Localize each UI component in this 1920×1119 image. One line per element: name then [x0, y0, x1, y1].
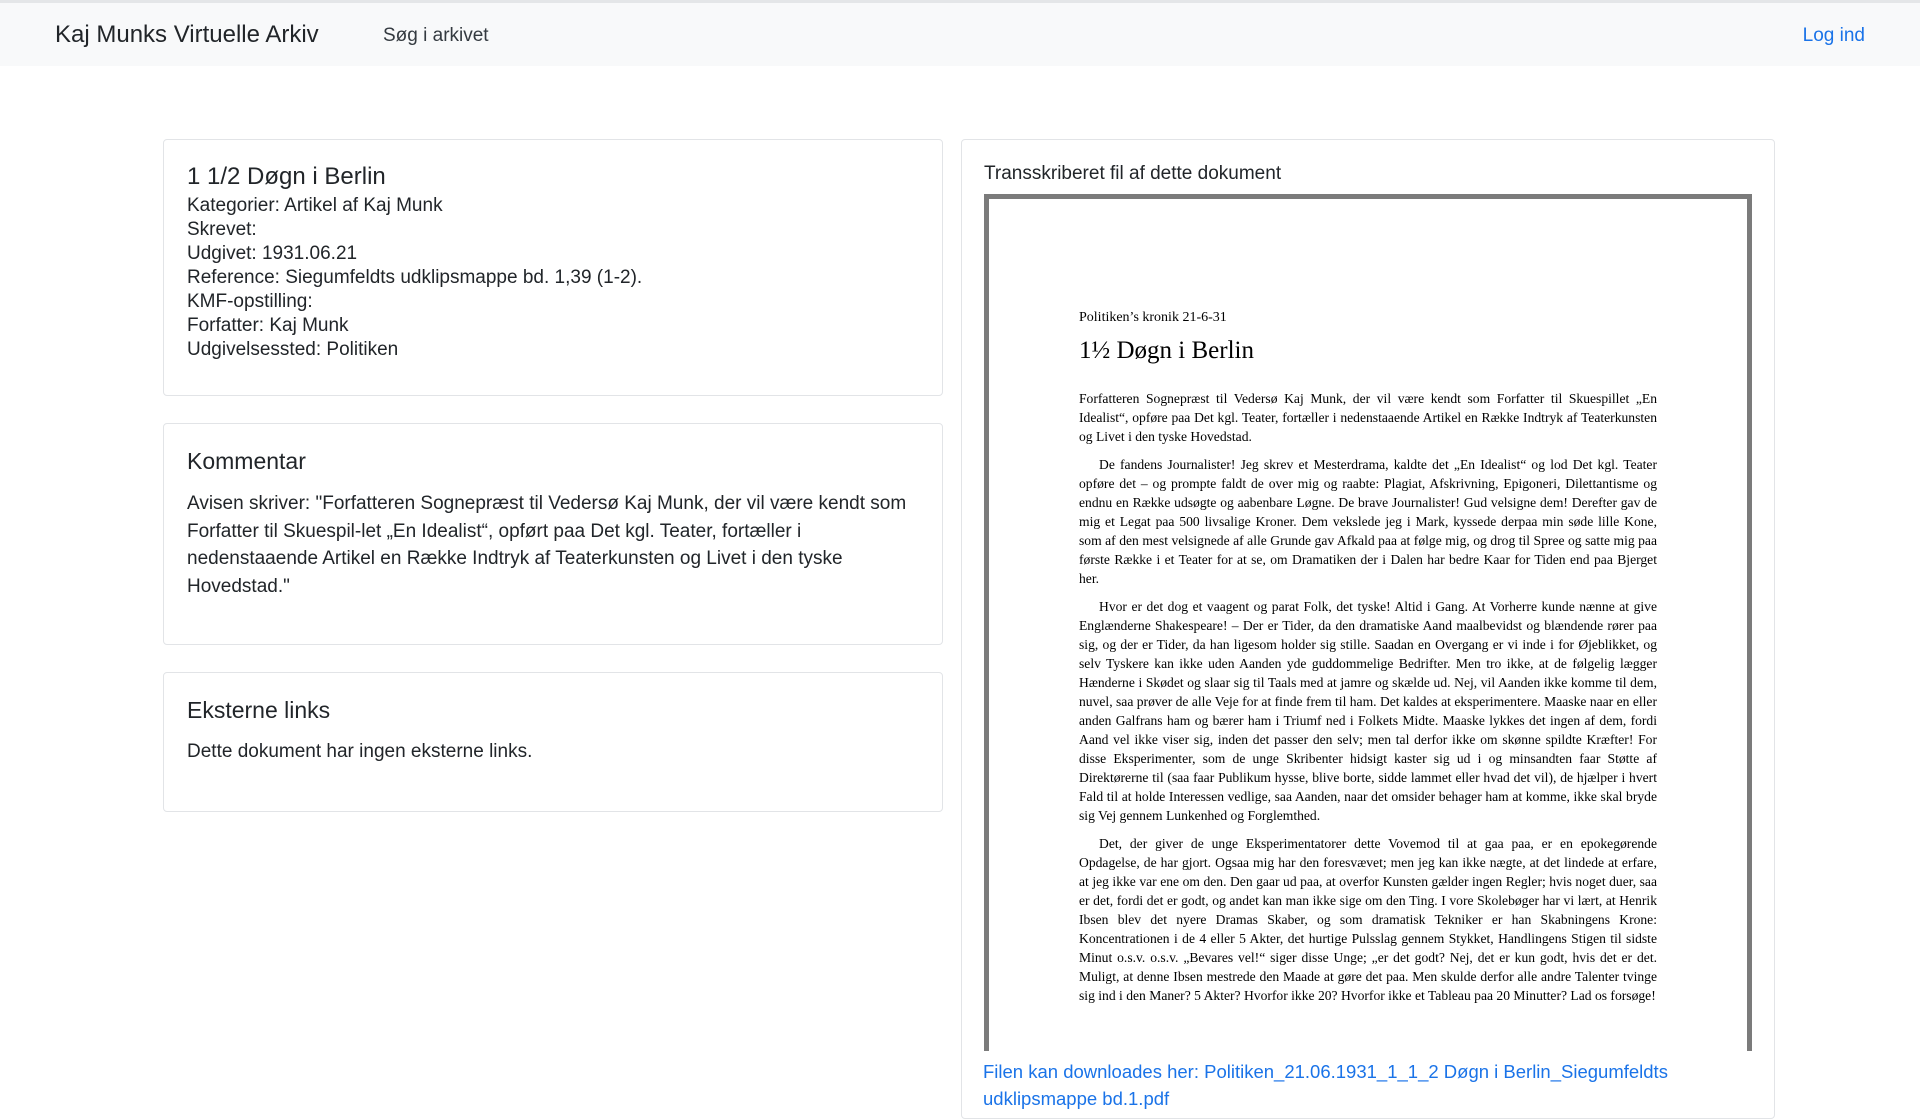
top-navbar	[0, 0, 1920, 66]
pdf-download-link[interactable]: Filen kan downloades her: Politiken_21.06.1931_1_1_2 Døgn i Berlin_Siegumfeldts udklipsmappe bd.1.pdf	[983, 1061, 1668, 1109]
pdf-title: 1½ Døgn i Berlin	[1079, 337, 1254, 364]
comment-text: Avisen skriver: "Forfatteren Sognepræst til Vedersø Kaj Munk, der vil være kendt som Forfatter til Skuespil-let „En Idealist“, opført paa Det kgl. Teater, fortæller i nedenstaaende Artikel en Række Indtryk af Teaterkunsten og Livet i den tyske Hovedstad."	[187, 493, 907, 597]
pdf-paragraph: Forfatteren Sognepræst til Vedersø Kaj Munk, der vil være kendt som Forfatter til Skuespillet „En Idealist“, opføre paa Det kgl. Teater, fortæller i nedenstaaende Artikel en Række Indtryk af Teaterkunsten og Livet i den tyske Hovedstad.	[1079, 391, 1657, 444]
pdf-page	[989, 199, 1747, 1014]
comment-card	[163, 423, 943, 645]
meta-categories: Kategorier: Artikel af Kaj Munk	[187, 195, 443, 216]
external-links-text: Dette dokument har ingen eksterne links.	[187, 741, 533, 762]
external-links-heading: Eksterne links	[187, 697, 331, 723]
document-title: 1 1/2 Døgn i Berlin	[187, 163, 386, 190]
site-brand-link[interactable]: Kaj Munks Virtuelle Arkiv	[55, 21, 319, 48]
meta-author: Forfatter: Kaj Munk	[187, 315, 349, 336]
document-viewer-heading: Transskriberet fil af dette dokument	[984, 163, 1282, 184]
meta-published: Udgivet: 1931.06.21	[187, 243, 358, 264]
document-viewer-card	[961, 139, 1775, 1119]
metadata-card	[163, 139, 943, 396]
pdf-viewer[interactable]	[984, 194, 1752, 1051]
external-links-card	[163, 672, 943, 812]
pdf-paragraph: De fandens Journalister! Jeg skrev et Mesterdrama, kaldte det „En Idealist“ og lod Det kgl. Teater opføre det – og prompte faldt de over mig og raabte: Plagiat, Afskrivning, Epigoneri, Dilettantisme og endnu en Række udsøgte og aabenbare Løgne. De brave Journalister! Gud velsigne dem! Derefter gav de mig et Legat paa 500 livsalige Kroner. Dem vekslede jeg i Mark, kyssede derpaa min søde lille Kone, som af den mest velsignede af alle Grunde gav Afkald paa at følge mig, og drog til Spree og satte mig paa første Række i et Teater for at se, om Dramatiken der i Dalen har bedre Kaar for Tiden end paa Bjerget her.	[1079, 457, 1657, 586]
meta-publication-place: Udgivelsessted: Politiken	[187, 339, 399, 360]
search-archive-link[interactable]: Søg i arkivet	[383, 25, 489, 46]
pdf-paragraph: Det, der giver de unge Eksperimentatorer dette Vovemod til at gaa paa, er en epokegørende Opdagelse, de har gjort. Ogsaa mig har den foresvævet; men jeg kan ikke nægte, at det lindede at erfare, at jeg ikke var ene om den. Den gaar ud paa, at overfor Kunsten gælder ingen Regler; hvis noget duer, saa er det, fordi det er godt, og andet kan man ikke sige om den Ting. I vore Skolebøger har vi lært, at Henrik Ibsen blev det nyere Dramas Skaber, og som dramatisk Tekniker er han Skabningens Krone: Koncentrationen i de 4 eller 5 Akter, det hurtige Pulsslag gennem Stykket, Handlingens Stigen til sidste Minut o.s.v. o.s.v. „Bevares vel!“ siger disse Unge; „er det godt? Nej, det er kun godt, hvis det er det. Muligt, at denne Ibsen mestrede den Maade at gøre det paa. Men skulde derfor alle andre Talenter tvinge sig ind i den Maner? 5 Akter? Hvorfor ikke 20? Hvorfor ikke et Tableau paa 20 Minutter? Lad os forsøge!	[1079, 836, 1657, 1003]
meta-written: Skrevet:	[187, 219, 257, 240]
meta-reference: Reference: Siegumfeldts udklipsmappe bd. 1,39 (1-2).	[187, 267, 643, 288]
pdf-paragraph: Hvor er det dog et vaagent og parat Folk, det tyske! Altid i Gang. At Vorherre kunde nænne at give Englænderne Shakespeare! – Der er Tider, da den dramatiske Aand maalbevidst og blændende rører paa sig, og der er Tider, da han ligesom holder sig stille. Saadan en Overgang er vi inde i for Øjeblikket, og selv Tyskere kan ikke uden Aanden yde guddommelige Bedrifter. Men tro ikke, at de følgelig lægger Hænderne i Skødet og slaar sig til Taals med at jamre og skælde ud. Nej, vil Aanden ikke komme til dem, nuvel, saa prøver de alle Veje for at finde frem til ham. Det kaldes at eksperimentere. Maaske naar en eller anden Galfrans ham og bærer ham i Triumf ned i Folkets Midte. Maaske lykkes det ingen af dem, fordi Aand vel ikke viser sig, inden det passer den selv; men tal derfor ikke om skønne spildte Kræfter! For disse Eksperimenter, som de unge Skribenter hidsigt kaster sig ud i og minsandten faar Støtte af Direktørerne til (saa faar Publikum hysse, blive borte, sidde lammet eller hvad det vil), de hjælper i hvert Fald til at holde Interessen vedlige, saa Aanden, naar det omsider behager ham at komme, ikke skal bryde sig Vej gennem Lunkenhed og Forglemthed.	[1079, 599, 1657, 823]
comment-heading: Kommentar	[187, 448, 306, 474]
meta-kmf-placement: KMF-opstilling:	[187, 291, 313, 312]
login-link[interactable]: Log ind	[1802, 25, 1865, 46]
pdf-source-line: Politiken’s kronik 21-6-31	[1079, 310, 1227, 325]
